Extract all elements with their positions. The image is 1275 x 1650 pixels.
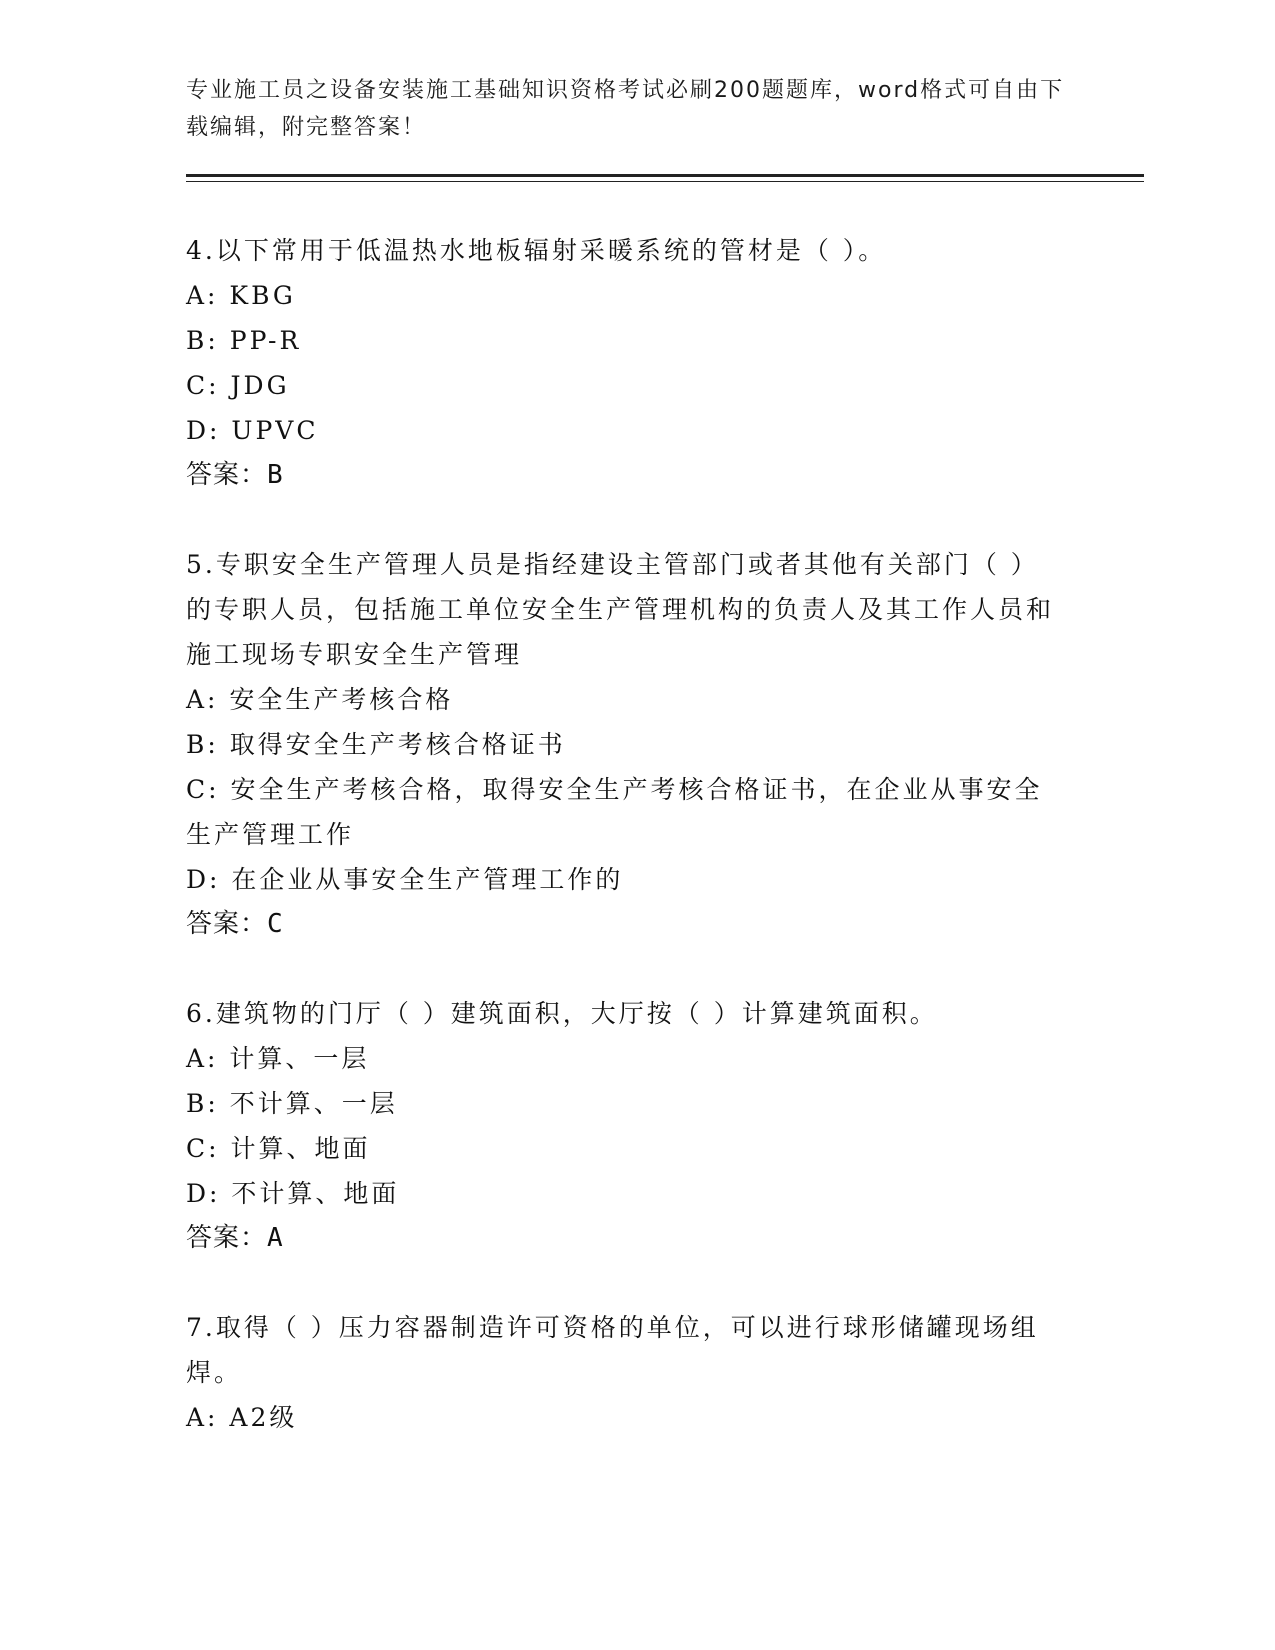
question-list [186, 228, 1066, 1484]
option-c: C: 安全生产考核合格，取得安全生产考核合格证书，在企业从事安全生产管理工作 [186, 775, 1043, 849]
answer-label: 答案： [186, 909, 268, 939]
option-d: D: 不计算、地面 [186, 1179, 400, 1208]
question-stem: 7.取得（ ）压力容器制造许可资格的单位，可以进行球形储罐现场组焊。 [186, 1313, 1039, 1387]
question-stem: 4.以下常用于低温热水地板辐射采暖系统的管材是（ ）。 [186, 236, 887, 265]
option-b: B: PP-R [186, 326, 302, 355]
answer-label: 答案： [186, 1223, 268, 1253]
question-5 [186, 542, 1066, 947]
question-4 [186, 228, 1066, 498]
answer-value: A [267, 1223, 284, 1253]
answer-line [186, 902, 1066, 947]
option-a: A: 安全生产考核合格 [186, 685, 454, 714]
question-stem: 5.专职安全生产管理人员是指经建设主管部门或者其他有关部门（ ）的专职人员，包括施工单位安全生产管理机构的负责人及其工作人员和施工现场专职安全生产管理 [186, 550, 1055, 669]
question-7 [186, 1305, 1066, 1440]
document-header: 专业施工员之设备安装施工基础知识资格考试必刷200题题库，word格式可自由下载编辑，附完整答案！ [186, 78, 1065, 140]
question-stem: 6.建筑物的门厅（ ）建筑面积，大厅按（ ）计算建筑面积。 [186, 999, 938, 1028]
option-b: B: 取得安全生产考核合格证书 [186, 730, 566, 759]
option-c: C: JDG [186, 371, 290, 400]
answer-label: 答案： [186, 460, 268, 490]
option-d: D: UPVC [186, 416, 319, 445]
answer-value: B [267, 460, 284, 490]
answer-value: C [267, 909, 284, 939]
option-a: A: A2级 [186, 1403, 298, 1432]
question-6 [186, 991, 1066, 1261]
answer-line [186, 1216, 1066, 1261]
answer-line [186, 453, 1066, 498]
header-rule-thick [186, 174, 1144, 177]
option-b: B: 不计算、一层 [186, 1089, 398, 1118]
option-d: D: 在企业从事安全生产管理工作的 [186, 865, 624, 894]
header-rule-thin [186, 181, 1144, 182]
option-a: A: 计算、一层 [186, 1044, 370, 1073]
option-a: A: KBG [186, 281, 296, 310]
option-c: C: 计算、地面 [186, 1134, 371, 1163]
